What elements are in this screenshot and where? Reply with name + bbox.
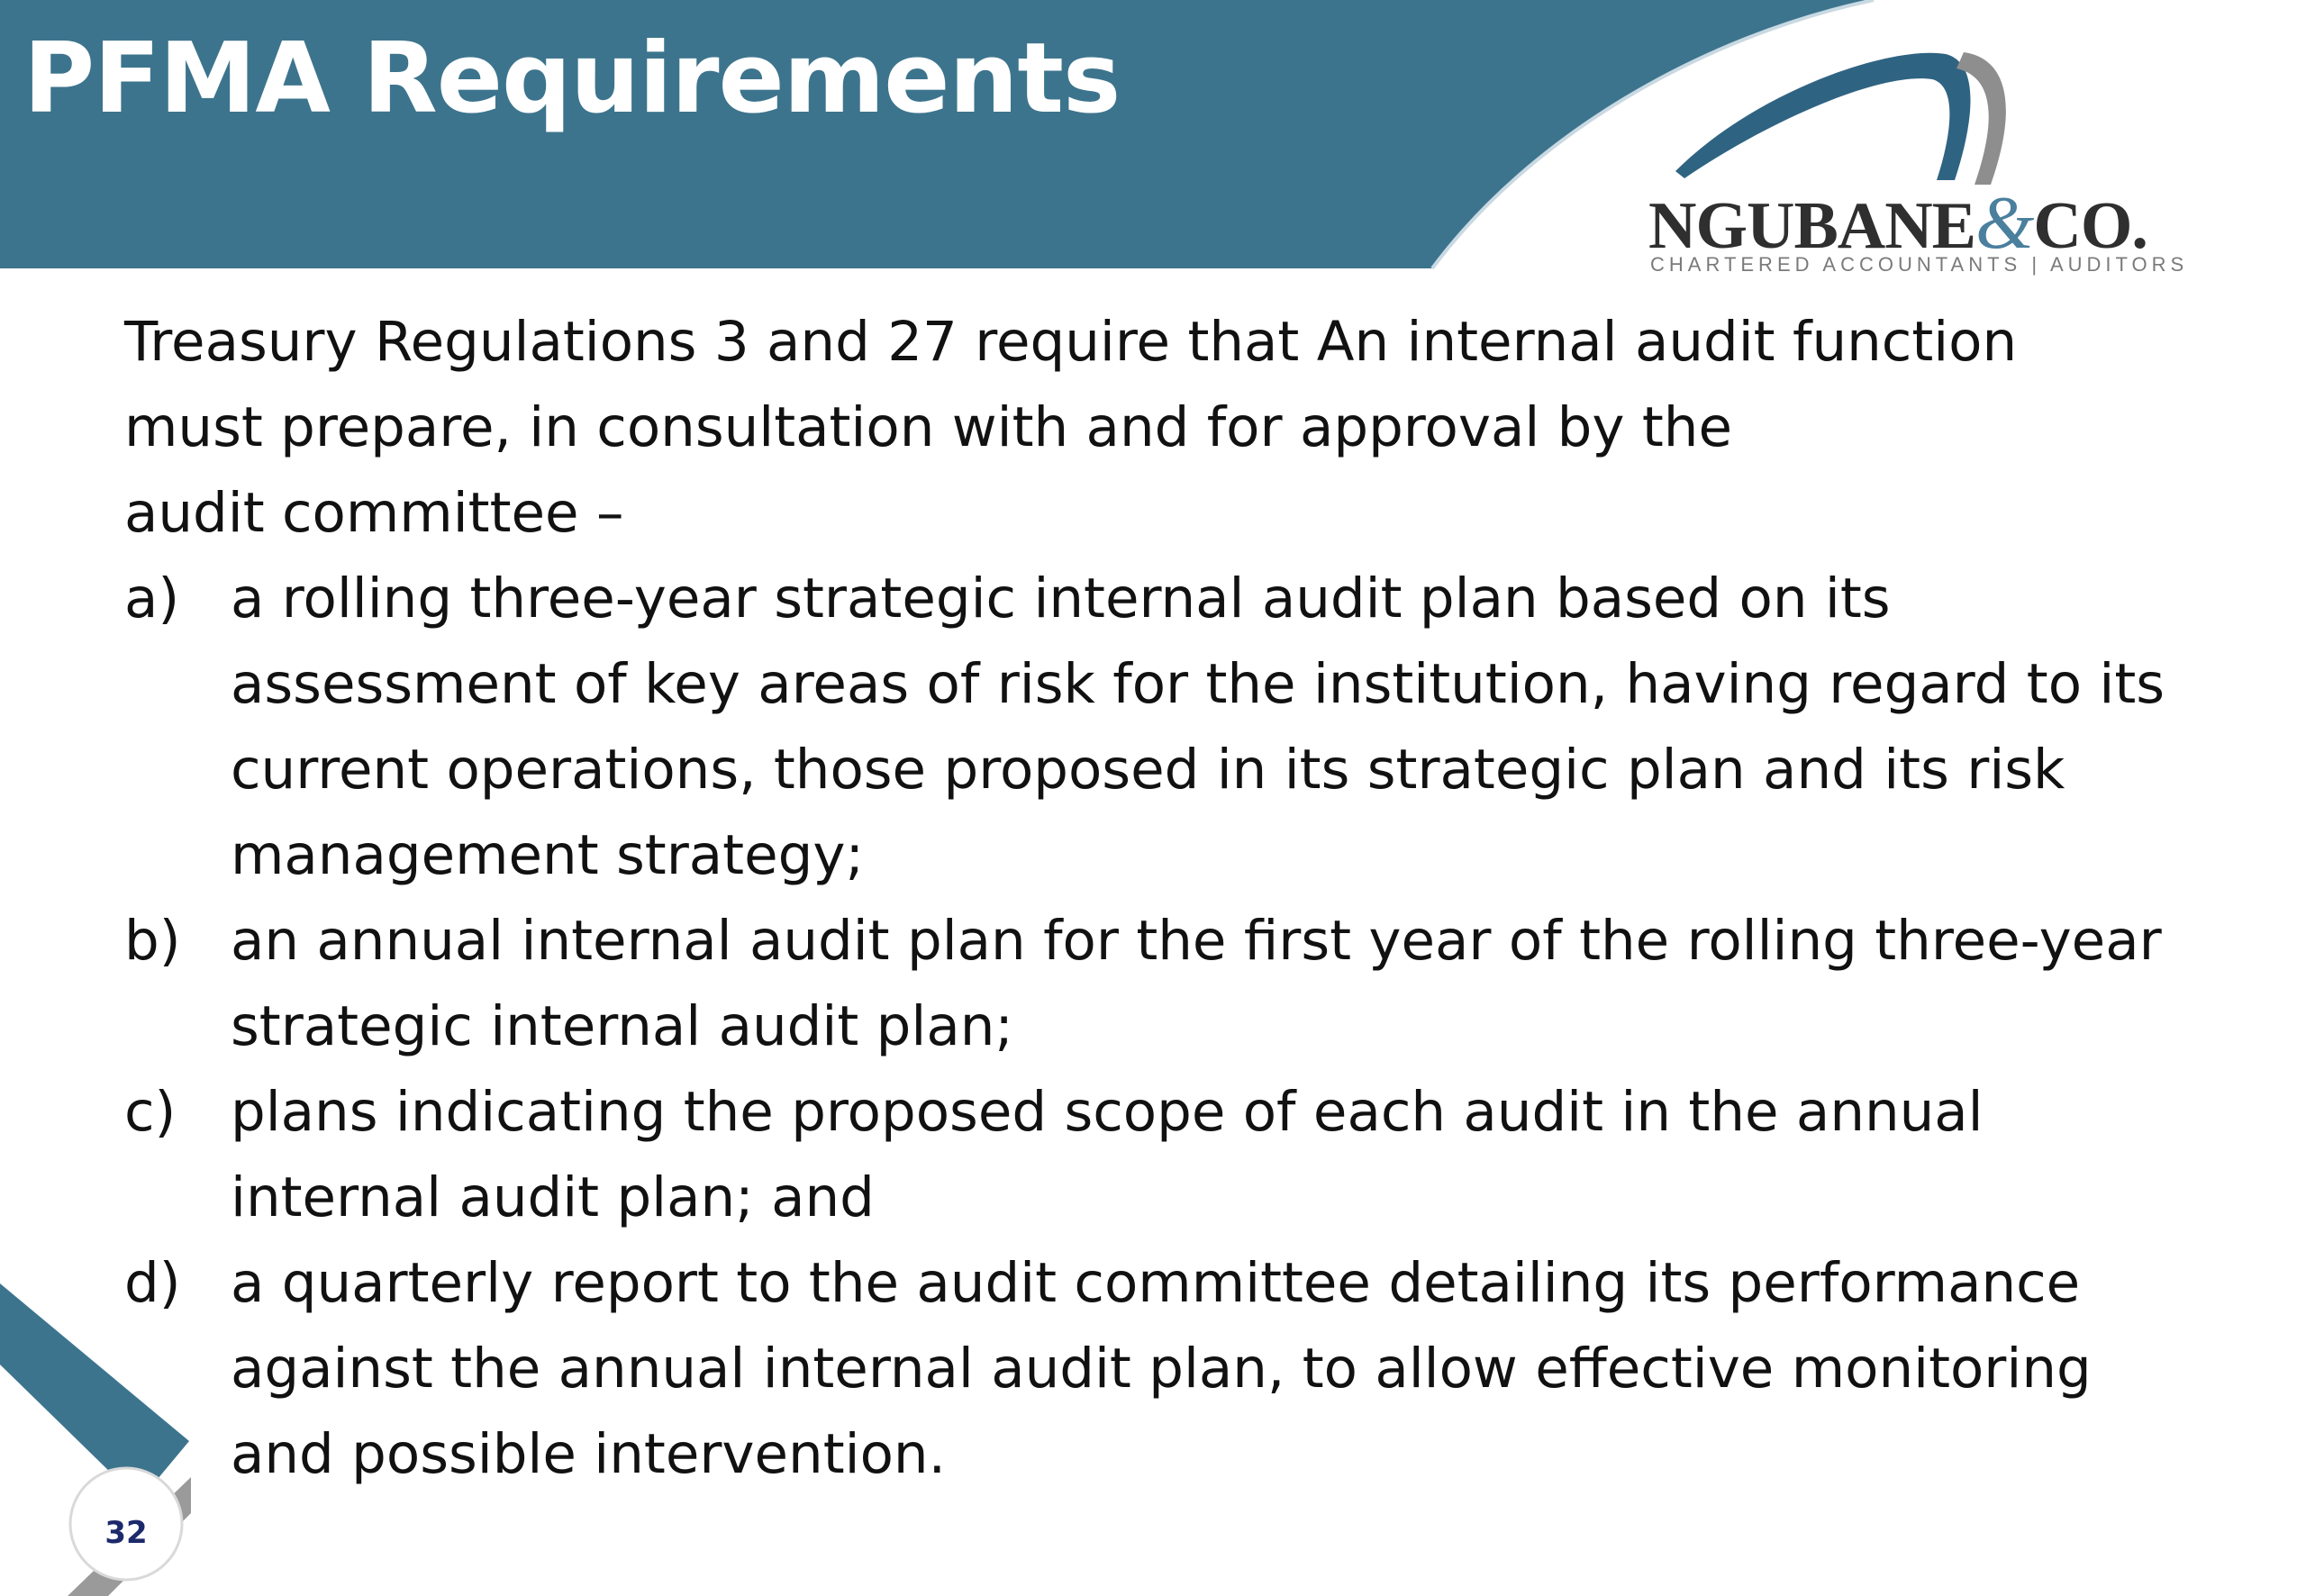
intro-line: must prepare, in consultation with and for approval by the <box>124 395 1732 459</box>
logo-ampersand: & <box>1975 181 2034 265</box>
list-item-marker: c) <box>124 1080 177 1144</box>
company-logo <box>1621 36 2189 284</box>
slide-content <box>124 299 2196 1497</box>
list-item <box>124 1069 2196 1240</box>
intro-line: audit committee – <box>124 481 624 545</box>
intro-line: Treasury Regulations 3 and 27 require that An internal audit function <box>124 310 2018 374</box>
page-number: 32 <box>104 1515 148 1551</box>
list-item-text: a rolling three-year strategic internal audit plan based on its assessment of key areas of risk for the institution, having regard to its current operations, those proposed in its strategic plan and its risk management strategy; <box>231 567 2165 887</box>
list-item <box>124 556 2196 898</box>
list-item-marker: d) <box>124 1251 181 1315</box>
list-item-text: a quarterly report to the audit committee detailing its performance against the annual internal audit plan, to allow effective monitoring and possible intervention. <box>231 1251 2092 1486</box>
list-item-text: plans indicating the proposed scope of each audit in the annual internal audit plan; and <box>231 1080 1984 1229</box>
logo-tagline: CHARTERED ACCOUNTANTS | AUDITORS <box>1650 253 2189 276</box>
list-item <box>124 898 2196 1069</box>
list-item-marker: a) <box>124 567 180 630</box>
logo-name-text: NGUBANE <box>1648 189 1976 263</box>
requirements-list <box>124 556 2196 1497</box>
intro-paragraph <box>124 299 2178 556</box>
logo-suffix-text: CO. <box>2033 189 2147 263</box>
slide-title: PFMA Requirements <box>23 23 1121 135</box>
list-item-marker: b) <box>124 909 181 973</box>
list-item-text: an annual internal audit plan for the first year of the rolling three-year strategic internal audit plan; <box>231 909 2162 1058</box>
list-item <box>124 1240 2196 1497</box>
